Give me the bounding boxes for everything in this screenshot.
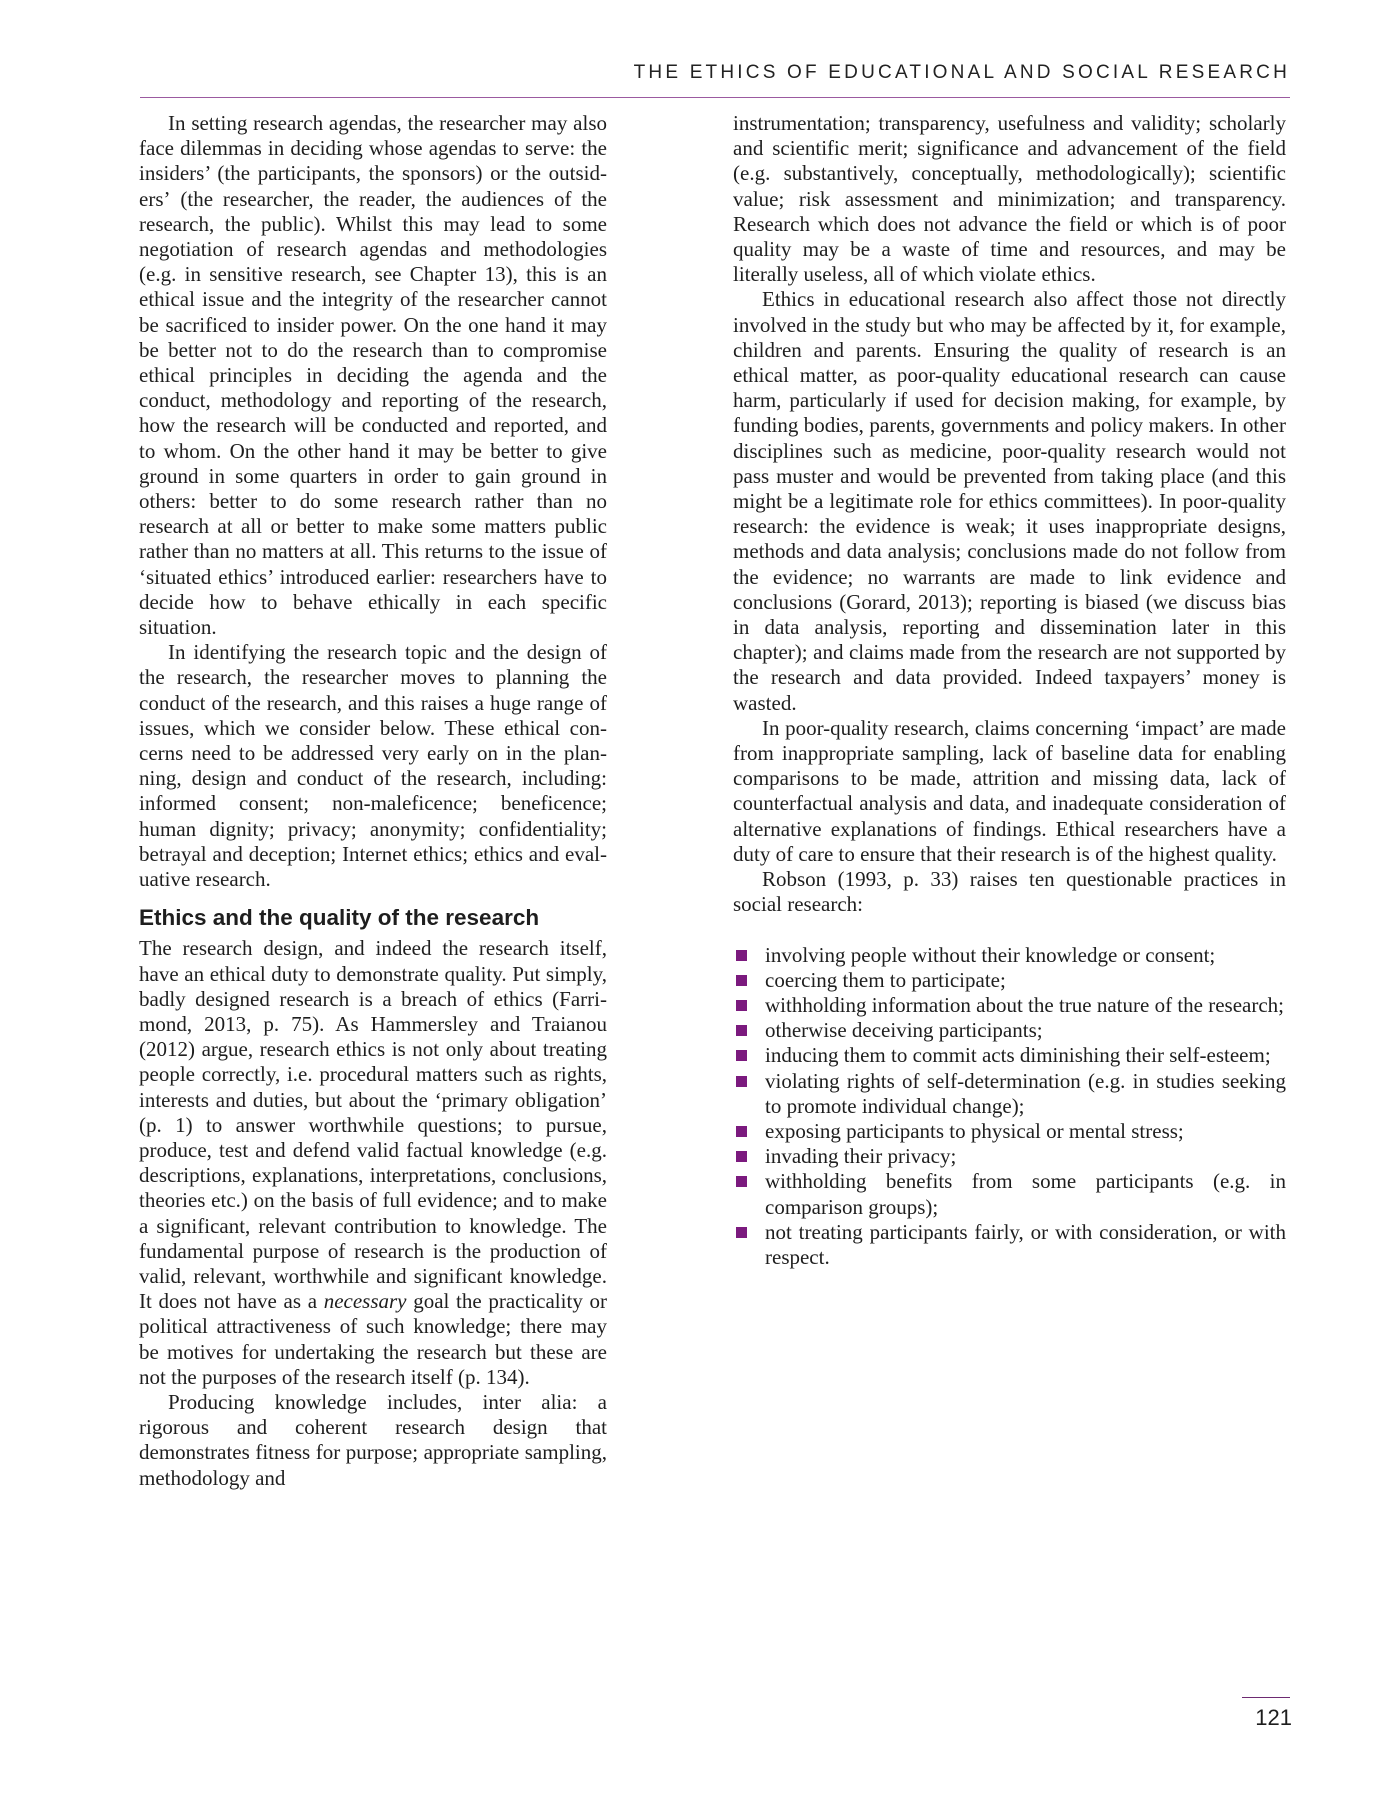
square-bullet-icon (736, 975, 747, 986)
list-item-text: withholding benefits from some participants (e.g. in comparison groups); (765, 1169, 1286, 1219)
list-item-text: inducing them to commit acts diminishing their self-esteem; (765, 1043, 1271, 1068)
list-item-text: invading their privacy; (765, 1144, 957, 1169)
list-item (733, 1119, 1286, 1144)
footer-rule (1242, 1697, 1290, 1698)
list-item (733, 1018, 1286, 1043)
list-item-text: withholding information about the true nature of the research; (765, 992, 1285, 1017)
square-bullet-icon (736, 1076, 747, 1087)
left-column (139, 111, 607, 1491)
list-item-text: exposing participants to physical or mental stress; (765, 1118, 1184, 1143)
list-item (733, 1220, 1286, 1270)
list-item-text: involving people without their knowledge or consent; (765, 942, 1216, 967)
list-item (733, 943, 1286, 968)
section-heading: Ethics and the quality of the research (139, 905, 540, 931)
square-bullet-icon (736, 1000, 747, 1011)
paragraph: In setting research agendas, the researcher may also face dilemmas in deciding whose agendas to serve: the insiders’ (the participants, the sponsors) or the outsidersʼ (the researcher, the reader, the audiences of the research, the public). Whilst this may lead to some negotiation of research agendas and methodologies (e.g. in sensitive research, see Chapter 13), this is an ethical issue and the integrity of the researcher cannot be sacrificed to insider power. On the one hand it may be better not to do the research than to compromise ethical principles in deciding the agenda and the conduct, methodology and reporting of the research, how the research will be conducted and reported, and to whom. On the other hand it may be better to give ground in some quarters in order to gain ground in others: better to do some research rather than no research at all or better to make some matters public rather than no matters at all. This returns to the issue of ‘situated ethics’ introduced earlier: researchers have to decide how to behave ethically in each specific situation. (139, 111, 607, 640)
running-head: THE ETHICS OF EDUCATIONAL AND SOCIAL RESEARCH (633, 62, 1290, 83)
paragraph: In poor-quality research, claims concerning ‘impact’ are made from inappropriate sampling, lack of baseline data for enabling comparisons to be made, attrition and missing data, lack of counterfactual analysis and data, and inadequate consideration of alternative explanations of findings. Ethical researchers have a duty of care to ensure that their research is of the highest quality. (733, 715, 1286, 866)
list-item-text: coercing them to participate; (765, 967, 1006, 992)
paragraph-text: The research design, and indeed the research itself, have an ethical duty to demonstrate quality. Put simply, badly designed research is a breach of ethics (Farrimond, 2013, p. 75). As Hammersley and Traianou (2012) argue, research ethics is not only about treating people correctly, i.e. procedural matters such as rights, interests and duties, but about the ‘primary obligation’ (p. 1) to answer worthwhile questions; to pursue, produce, test and defend valid factual knowledge (e.g. descriptions, explanations, interpretations, conclusions, theories etc.) on the basis of full evidence; and to make a significant, relevant contribution to knowledge. The fundamental purpose of research is the production of valid, relevant, worthwhile and significant knowledge. It does not have as a (139, 936, 607, 1314)
square-bullet-icon (736, 1126, 747, 1137)
list-item (733, 968, 1286, 993)
paragraph: Producing knowledge includes, inter alia: a rigorous and coherent research design that demonstrates fitness for purpose; appropriate sampling, methodology and (139, 1389, 607, 1490)
square-bullet-icon (736, 1025, 747, 1036)
square-bullet-icon (736, 1050, 747, 1061)
list-item-text: violating rights of self-determination (e.g. in studies seeking to promote individual change); (765, 1068, 1286, 1118)
square-bullet-icon (736, 1151, 747, 1162)
list-item (733, 1144, 1286, 1169)
list-item-text: not treating participants fairly, or with consideration, or with respect. (765, 1219, 1286, 1269)
list-item (733, 1169, 1286, 1219)
right-column (733, 111, 1286, 1270)
paragraph-text: goal the practicality or political attractiveness of such knowledge; there may be motives for undertaking the research but these are not the purposes of the research itself (p. 134). (139, 1289, 607, 1389)
list-item (733, 1043, 1286, 1068)
square-bullet-icon (736, 950, 747, 961)
paragraph: instrumentation; transparency, usefulness and validity; scholarly and scientific merit; significance and advancement of the field (e.g. substantively, conceptually, methodologically); scientific value; risk assessment and minimization; and transparency. Research which does not advance the field or which is of poor quality may be a waste of time and resources, and may be literally useless, all of which violate ethics. (733, 111, 1286, 287)
page-number: 121 (1255, 1705, 1292, 1730)
paragraph: Robson (1993, p. 33) raises ten questionable practices in social research: (733, 867, 1286, 917)
emphasis-text: necessary (323, 1289, 407, 1314)
header-rule (140, 97, 1290, 98)
list-item (733, 993, 1286, 1018)
list-item (733, 1069, 1286, 1119)
square-bullet-icon (736, 1176, 747, 1187)
paragraph (139, 936, 607, 1390)
paragraph: Ethics in educational research also affect those not directly involved in the study but who may be affected by it, for example, children and parents. Ensuring the quality of research is an ethical matter, as poor-quality educational research can cause harm, particularly if used for decision making, for example, by funding bodies, parents, governments and policy makers. In other disciplines such as medicine, poor-quality research would not pass muster and would be prevented from taking place (and this might be a legitimate role for ethics committees). In poor-quality research: the evidence is weak; it uses inappropriate designs, methods and data analysis; conclusions made do not follow from the evidence; no warrants are made to link evidence and conclusions (Gorard, 2013); reporting is biased (we discuss bias in data analysis, reporting and dissemination later in this chapter); and claims made from the research are not supported by the research and data provided. Indeed taxpayers’ money is wasted. (733, 287, 1286, 715)
bullet-list (733, 943, 1286, 1271)
paragraph: In identifying the research topic and the design of the research, the researcher moves to planning the conduct of the research, and this raises a huge range of issues, which we consider below. These ethical concerns need to be addressed very early on in the planning, design and conduct of the research, including: informed consent; non-maleficence; beneficence; human dignity; privacy; anonymity; confidentiality; betrayal and deception; Internet ethics; ethics and evaluative research. (139, 640, 607, 892)
list-item-text: otherwise deceiving participants; (765, 1018, 1043, 1043)
square-bullet-icon (736, 1227, 747, 1238)
